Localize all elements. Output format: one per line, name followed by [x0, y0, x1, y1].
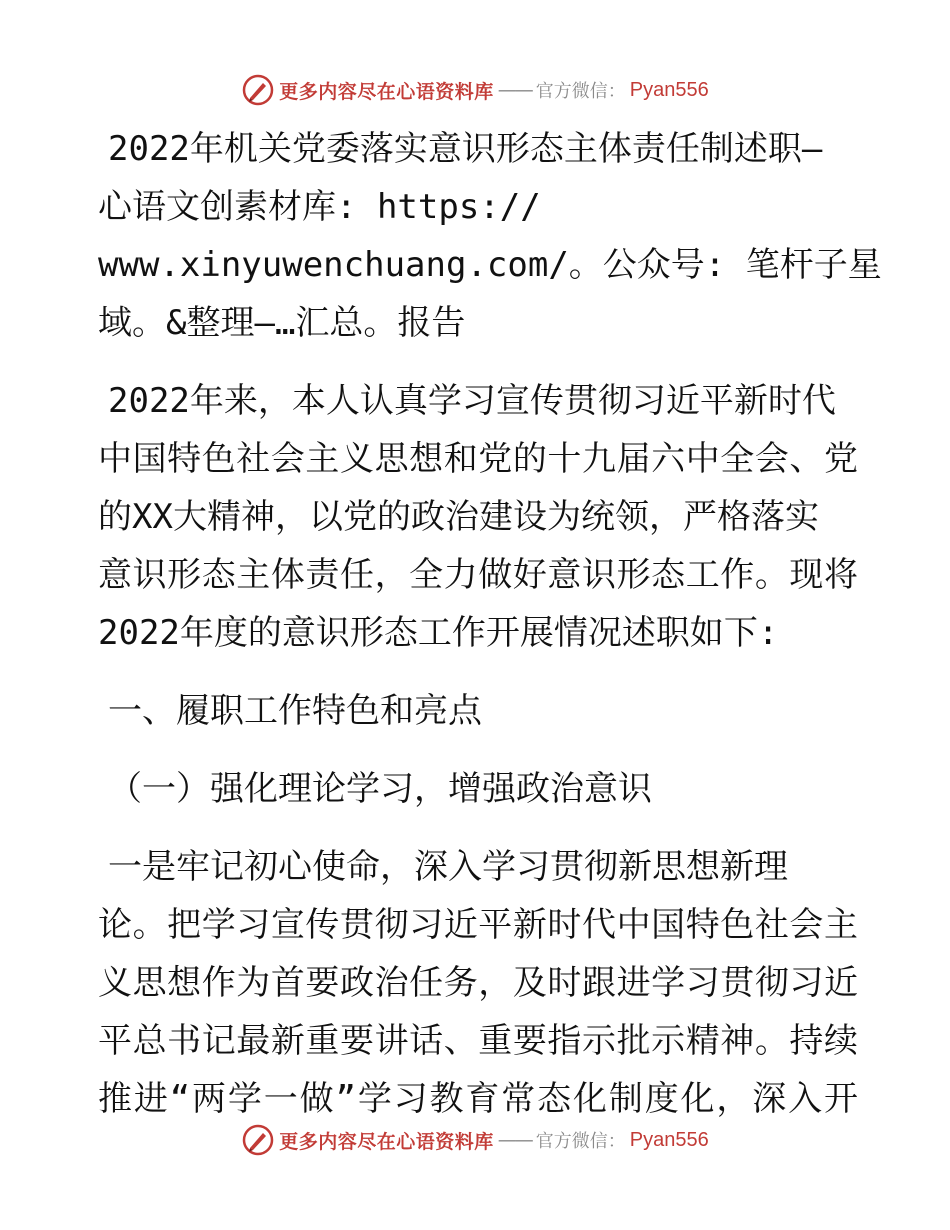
- banner-main-text: 更多内容尽在心语资料库: [279, 80, 494, 103]
- banner-dash: ——: [497, 79, 532, 101]
- intro-line-4: 意识形态主体责任，全力做好意识形态工作。现将: [98, 555, 858, 595]
- section-heading-1: 一、履职工作特色和亮点: [108, 691, 482, 731]
- para1-line-5: 推进“两学一做”学习教育常态化制度化，深入开: [98, 1079, 858, 1119]
- para1-line-2: 论。把学习宣传贯彻习近平新时代中国特色社会主: [98, 905, 858, 945]
- intro-line-3: 的XX大精神，以党的政治建设为统领，严格落实: [98, 497, 819, 537]
- intro-line-1: 2022年来，本人认真学习宣传贯彻习近平新时代: [108, 381, 836, 421]
- footer-banner: [0, 1120, 950, 1160]
- banner-wechat-id: Pyan556: [629, 78, 709, 101]
- document-body: [98, 120, 882, 1128]
- banner-wechat-id: Pyan556: [629, 1128, 709, 1151]
- banner-dash: ——: [497, 1129, 532, 1151]
- title-line-1: 2022年机关党委落实意识形态主体责任制述职—: [108, 129, 823, 169]
- pen-logo-icon: [241, 73, 275, 107]
- intro-line-5: 2022年度的意识形态工作开展情况述职如下:: [98, 613, 779, 653]
- banner-main-text: 更多内容尽在心语资料库: [279, 1130, 494, 1153]
- title-line-4: 域。&整理—…汇总。报告: [98, 303, 466, 343]
- title-line-2: 心语文创素材库: https://: [98, 187, 541, 227]
- intro-line-2: 中国特色社会主义思想和党的十九届六中全会、党: [98, 439, 858, 479]
- header-banner: [0, 70, 950, 110]
- para1-line-3: 义思想作为首要政治任务，及时跟进学习贯彻习近: [98, 963, 858, 1003]
- pen-logo-icon: [241, 1123, 275, 1157]
- para1-line-1: 一是牢记初心使命，深入学习贯彻新思想新理: [108, 847, 788, 887]
- banner-wechat-label: 官方微信：: [535, 81, 626, 102]
- para1-line-4: 平总书记最新重要讲话、重要指示批示精神。持续: [98, 1021, 858, 1061]
- banner-wechat-label: 官方微信：: [535, 1131, 626, 1152]
- subsection-heading-1: （一）强化理论学习，增强政治意识: [108, 769, 652, 809]
- title-line-3: www.xinyuwenchuang.com/。公众号: 笔杆子星: [98, 245, 882, 285]
